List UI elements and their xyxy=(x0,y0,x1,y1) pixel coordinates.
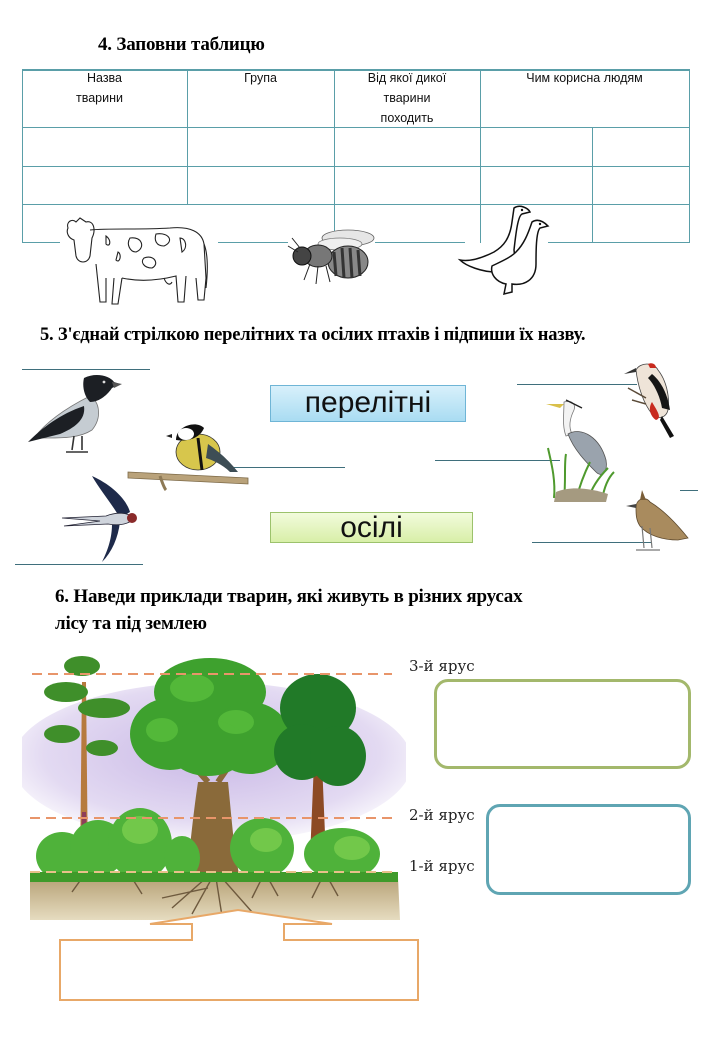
header-group xyxy=(187,68,334,88)
table-cell[interactable] xyxy=(335,128,479,165)
geese-illustration xyxy=(456,202,550,296)
header-text: походить xyxy=(380,111,434,125)
tier12-answer-box[interactable] xyxy=(486,804,691,895)
task4-title: 4. Заповни таблицю xyxy=(98,34,265,55)
table-cell[interactable] xyxy=(481,167,591,203)
forest-tiers-illustration xyxy=(22,652,406,927)
header-usefulness xyxy=(480,68,689,88)
task6-title xyxy=(55,583,522,637)
answer-line-swallow[interactable] xyxy=(15,564,143,565)
table-cell[interactable] xyxy=(188,128,333,165)
hooded-crow-illustration xyxy=(26,372,122,456)
answer-line-heron[interactable] xyxy=(435,460,560,461)
table-cell[interactable] xyxy=(481,128,591,165)
tier3-label: 3-й ярус xyxy=(409,657,475,675)
heron-illustration xyxy=(546,398,618,502)
cow-illustration xyxy=(60,208,212,314)
tier1-label: 1-й ярус xyxy=(409,857,475,875)
bee-illustration xyxy=(286,228,378,288)
header-text: Від якої дикої xyxy=(367,71,447,85)
header-text: тварини xyxy=(383,91,431,105)
header-animal-name xyxy=(22,68,187,108)
underground-answer-box[interactable] xyxy=(56,904,424,1004)
task6-title-line: лісу та під землею xyxy=(55,613,207,634)
answer-line-woodpecker[interactable] xyxy=(517,384,637,385)
header-text: Назва xyxy=(86,71,123,85)
table-cell[interactable] xyxy=(188,167,333,203)
table-cell[interactable] xyxy=(593,205,688,241)
swallow-illustration xyxy=(60,474,142,562)
category-migratory[interactable]: перелітні xyxy=(270,385,466,422)
answer-line-crow[interactable] xyxy=(22,369,150,370)
header-origin xyxy=(334,68,480,128)
great-tit-illustration xyxy=(126,418,250,494)
header-text: Чим корисна людям xyxy=(526,71,643,85)
table-cell[interactable] xyxy=(593,167,688,203)
tier2-label: 2-й ярус xyxy=(409,806,475,824)
header-text: Група xyxy=(244,71,277,85)
tier3-answer-box[interactable] xyxy=(434,679,691,769)
task6-title-line: 6. Наведи приклади тварин, які живуть в різних ярусах xyxy=(55,586,523,607)
table-cell[interactable] xyxy=(23,167,186,203)
crested-lark-illustration xyxy=(626,490,692,554)
woodpecker-illustration xyxy=(622,360,682,440)
table-cell[interactable] xyxy=(335,167,479,203)
header-text: тварини xyxy=(76,91,123,105)
table-cell[interactable] xyxy=(593,128,688,165)
table-cell[interactable] xyxy=(23,128,186,165)
category-resident[interactable]: осілі xyxy=(270,512,473,543)
task5-title: 5. З'єднай стрілкою перелітних та осілих птахів і підпиши їх назву. xyxy=(40,325,586,345)
